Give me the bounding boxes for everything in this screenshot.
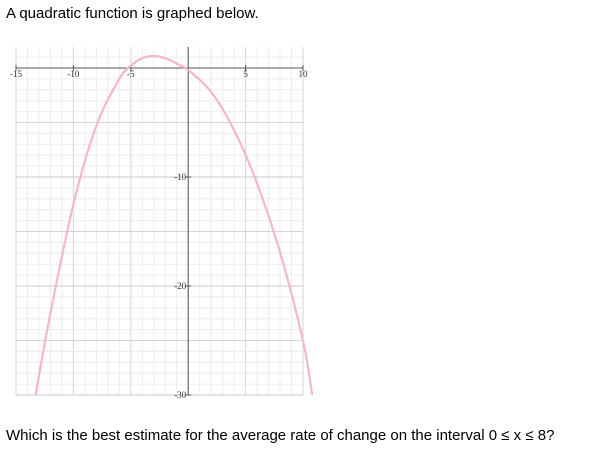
x-tick-label: -10 <box>67 69 80 79</box>
x-tick-label: 5 <box>243 69 248 79</box>
x-tick-label: -5 <box>127 69 135 79</box>
x-tick-label: -15 <box>10 69 22 79</box>
tick-labels <box>10 69 308 400</box>
parabola-line <box>36 56 313 395</box>
x-tick-label: 10 <box>298 69 308 79</box>
y-tick-label: -10 <box>174 172 187 182</box>
y-tick-label: -30 <box>174 390 187 400</box>
y-tick-label: -20 <box>174 281 187 291</box>
question-text: Which is the best estimate for the average rate of change on the interval 0 ≤ x ≤ 8? <box>6 427 555 444</box>
series-layer <box>36 56 313 395</box>
grid-lines <box>16 47 303 395</box>
intro-text: A quadratic function is graphed below. <box>6 5 259 22</box>
